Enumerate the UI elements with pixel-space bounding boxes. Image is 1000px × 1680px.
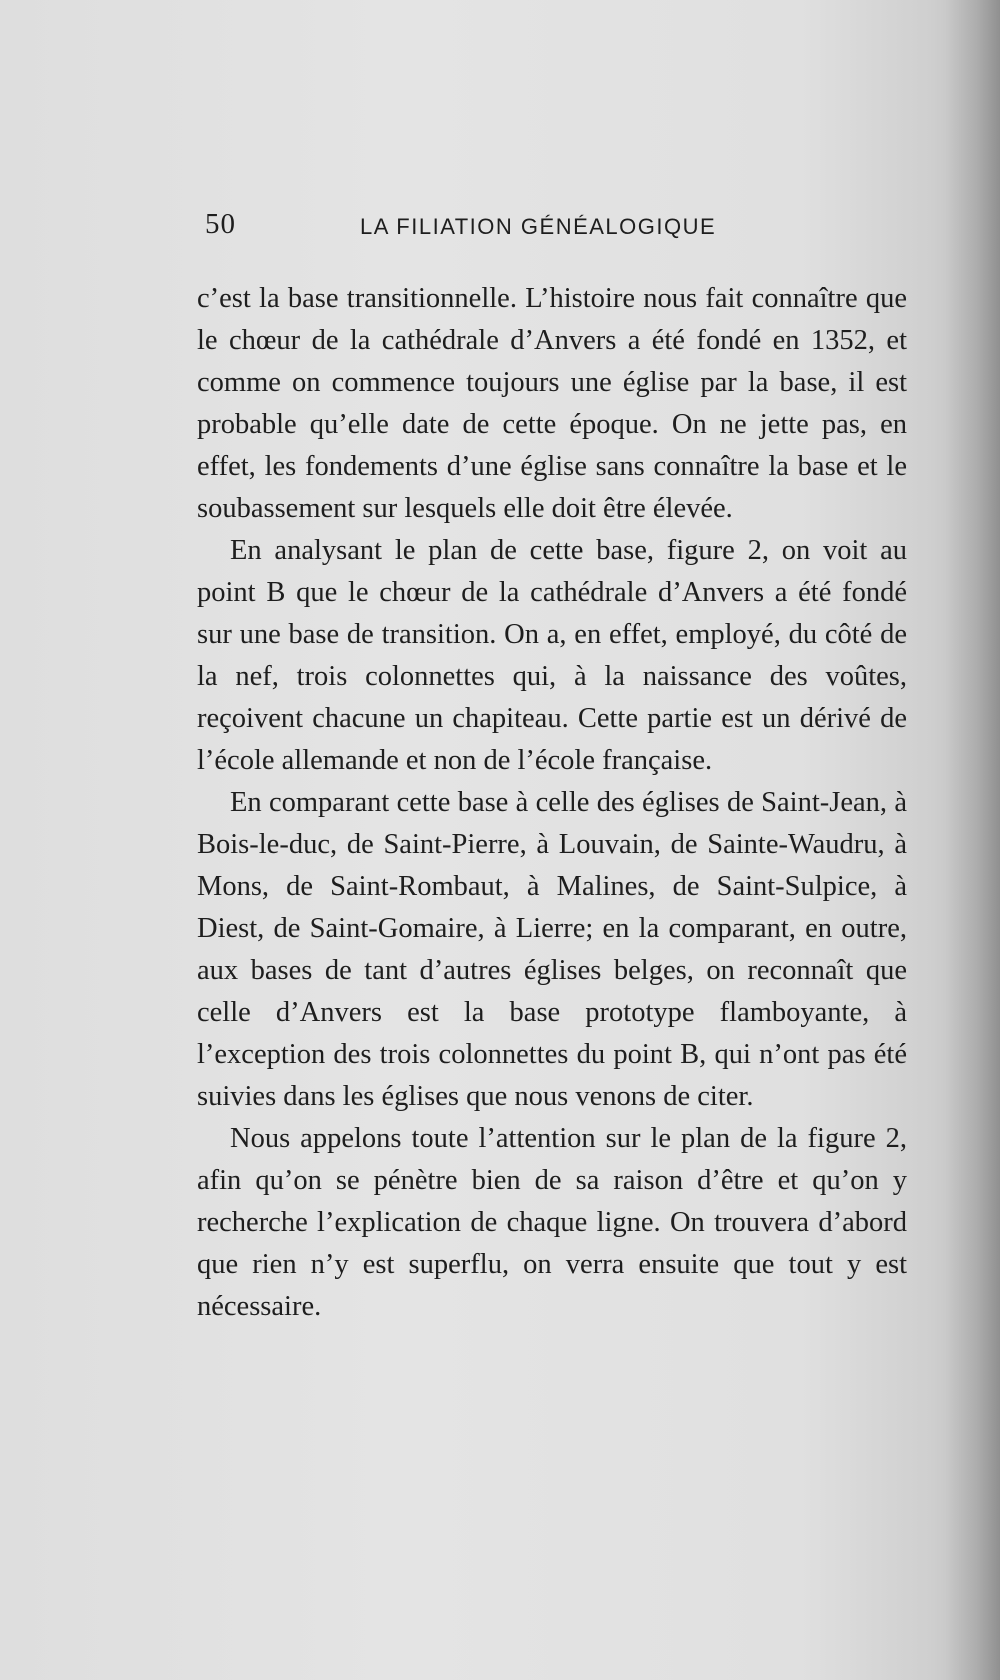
- body-text: [197, 278, 907, 1328]
- paragraph-2: En analysant le plan de cette base, figure 2, on voit au point B que le chœur de la cathédrale d’Anvers a été fondé sur une base de transition. On a, en effet, employé, du côté de la nef, trois colonnettes qui, à la naissance des voûtes, reçoivent chacune un chapiteau. Cette partie est un dérivé de l’école allemande et non de l’école française.: [197, 535, 907, 776]
- paragraph-3: En comparant cette base à celle des églises de Saint-Jean, à Bois-le-duc, de Saint-Pierre, à Louvain, de Sainte-Waudru, à Mons, de Saint-Rombaut, à Malines, de Saint-Sulpice, à Diest, de Saint-Gomaire, à Lierre; en la comparant, en outre, aux bases de tant d’autres églises belges, on reconnaît que celle d’Anvers est la base prototype flamboyante, à l’exception des trois colonnettes du point B, qui n’ont pas été suivies dans les églises que nous venons de citer.: [197, 787, 907, 1112]
- paragraph-4: Nous appelons toute l’attention sur le plan de la figure 2, afin qu’on se pénètre bien de sa raison d’être et qu’on y recherche l’explication de chaque ligne. On trouvera d’abord que rien n’y est superflu, on verra ensuite que tout y est nécessaire.: [197, 1123, 907, 1322]
- page-number: 50: [205, 208, 236, 240]
- page-edge-shadow: [945, 0, 1000, 1680]
- paragraph-1: c’est la base transitionnelle. L’histoire nous fait connaître que le chœur de la cathédrale d’Anvers a été fondé en 1352, et comme on commence toujours une église par la base, il est probable qu’elle date de cette époque. On ne jette pas, en effet, les fondements d’une église sans connaître la base et le soubassement sur lesquels elle doit être élevée.: [197, 283, 907, 524]
- running-title: LA FILIATION GÉNÉALOGIQUE: [360, 214, 717, 239]
- running-head: [205, 208, 925, 248]
